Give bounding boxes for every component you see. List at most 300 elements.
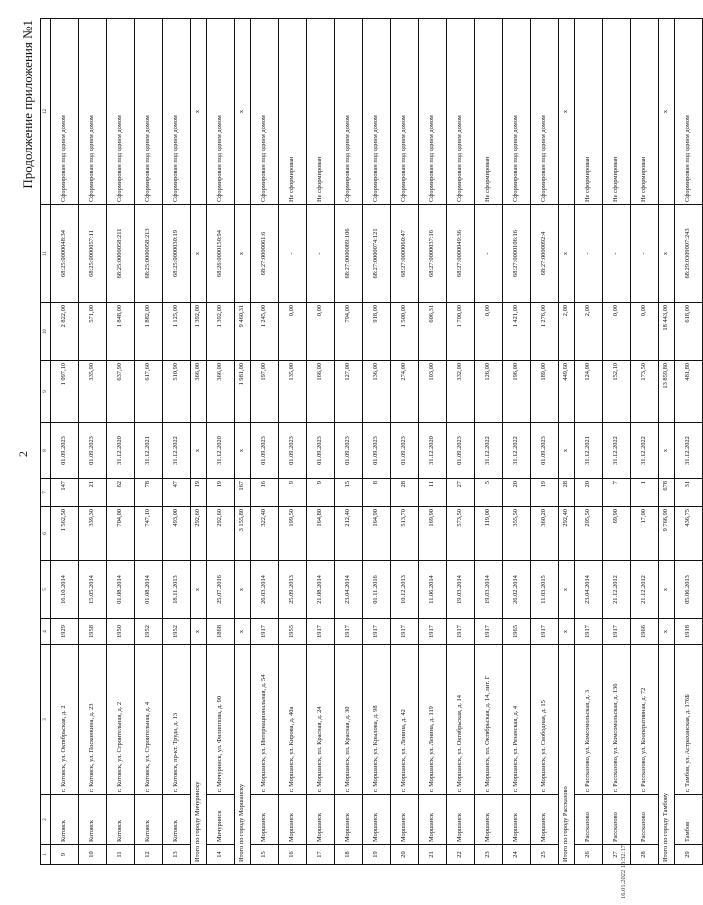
table-cell: Сформирован под одним домом — [363, 19, 391, 205]
subtotal-row — [191, 19, 207, 865]
table-cell: 68:27:0000049:36 — [447, 205, 475, 303]
table-row — [675, 19, 703, 865]
table-cell: г. Тамбов, ул. Астраханская, д. 176Б — [675, 645, 703, 795]
table-cell: Сформирован под одним домом — [503, 19, 531, 205]
table-cell: 274,00 — [391, 361, 419, 423]
table-cell: г. Моршанск, ул. Крылова, д. 98 — [363, 645, 391, 795]
table-cell: 173,50 — [631, 361, 659, 423]
table-cell: 22 — [447, 845, 475, 865]
table-cell: 513,70 — [391, 507, 419, 561]
table-cell: 1917 — [575, 619, 603, 645]
table-cell: 19 — [207, 479, 235, 507]
table-cell: г. Моршанск, ул. Свободная, д. 15 — [531, 645, 559, 795]
table-cell: 16.10.2014 — [51, 561, 79, 619]
table-cell: Не сформирован — [279, 19, 307, 205]
table-cell: Моршанск — [335, 795, 363, 845]
table-cell: 28 — [391, 479, 419, 507]
table-cell: Сформирован под одним домом — [251, 19, 279, 205]
table-row — [107, 19, 135, 865]
table-cell: 1917 — [475, 619, 503, 645]
table-row — [603, 19, 631, 865]
table-cell: 1917 — [363, 619, 391, 645]
table-cell: 68:27:0000074:121 — [363, 205, 391, 303]
table-cell: 1958 — [79, 619, 107, 645]
table-cell: 481,80 — [675, 361, 703, 423]
table-cell: Сформирован под одним домом — [531, 19, 559, 205]
table-cell: 18.11.2013 — [163, 561, 191, 619]
column-index-cell: 5 — [41, 561, 51, 619]
table-cell: 573,50 — [447, 507, 475, 561]
subtotal-cell: Итого по городу Мичуринску — [191, 645, 207, 865]
table-cell: 15 — [251, 845, 279, 865]
subtotal-row — [235, 19, 251, 865]
table-cell: Моршанск — [307, 795, 335, 845]
table-row — [631, 19, 659, 865]
column-index-cell: 3 — [41, 645, 51, 795]
table-cell: 1 392,00 — [207, 303, 235, 361]
table-cell: 1 562,50 — [51, 507, 79, 561]
table-cell: 1918 — [675, 619, 703, 645]
column-index-cell: 12 — [41, 19, 51, 205]
table-cell: 01.09.2023 — [251, 423, 279, 479]
table-cell: Моршанск — [475, 795, 503, 845]
table-cell: г. Моршанск, ул. Рязанская, д. 4 — [503, 645, 531, 795]
subtotal-cell: 167 — [235, 479, 251, 507]
table-cell: 0,00 — [307, 303, 335, 361]
table-cell: 510,90 — [163, 361, 191, 423]
table-row — [163, 19, 191, 865]
table-cell: 68:27:0000037:16 — [419, 205, 447, 303]
table-cell: 360,20 — [531, 507, 559, 561]
table-cell: - — [279, 205, 307, 303]
table-cell: 01.09.2023 — [531, 423, 559, 479]
table-cell: 20 — [391, 845, 419, 865]
subtotal-cell: x — [559, 19, 575, 205]
subtotal-cell: x — [559, 423, 575, 479]
table-cell: 24 — [503, 845, 531, 865]
table-cell: Рассказово — [603, 795, 631, 845]
table-cell: Котовск — [51, 795, 79, 845]
table-cell: 31 — [675, 479, 703, 507]
table-cell: 103,00 — [419, 361, 447, 423]
table-cell: Моршанск — [279, 795, 307, 845]
table-cell: 31.12.2020 — [107, 423, 135, 479]
table-cell: 15 — [335, 479, 363, 507]
table-cell: 31.12.2020 — [419, 423, 447, 479]
table-cell: 01.09.2023 — [307, 423, 335, 479]
table-cell: 01.08.2014 — [107, 561, 135, 619]
table-cell: 23.04.2014 — [335, 561, 363, 619]
table-cell: г. Моршанск, пл. Красная, д. 30 — [335, 645, 363, 795]
table-cell: Моршанск — [391, 795, 419, 845]
subtotal-cell: x — [559, 205, 575, 303]
column-index-cell: 8 — [41, 423, 51, 479]
table-cell: 26.02.2014 — [503, 561, 531, 619]
column-index-cell: 10 — [41, 303, 51, 361]
table-cell: 19.03.2014 — [447, 561, 475, 619]
table-cell: 25.09.2013 — [279, 561, 307, 619]
table-cell: 19 — [363, 845, 391, 865]
table-cell: 0,00 — [631, 303, 659, 361]
table-cell: - — [603, 205, 631, 303]
table-cell: Не сформирован — [631, 19, 659, 205]
table-cell: - — [631, 205, 659, 303]
table-cell: 31.12.2022 — [603, 423, 631, 479]
column-index-cell: 1 — [41, 845, 51, 865]
subtotal-cell: x — [659, 561, 675, 619]
subtotal-cell: x — [191, 423, 207, 479]
table-cell: 164,90 — [363, 507, 391, 561]
column-index-cell: 9 — [41, 361, 51, 423]
table-cell: 335,90 — [79, 361, 107, 423]
table-cell: 21 — [419, 845, 447, 865]
table-cell: 1 — [631, 479, 659, 507]
table-cell: 11 — [107, 845, 135, 865]
table-cell: Сформирован под одним домом — [391, 19, 419, 205]
table-cell: 747,10 — [135, 507, 163, 561]
table-cell: 7 — [603, 479, 631, 507]
table-cell: 918,00 — [363, 303, 391, 361]
table-cell: 23 — [475, 845, 503, 865]
table-cell: 31.12.2022 — [503, 423, 531, 479]
table-cell: г. Мичуринск, ул. Филиппова, д. 90 — [207, 645, 235, 795]
subtotal-cell: 2,00 — [559, 303, 575, 361]
table-cell: Моршанск — [447, 795, 475, 845]
table-cell: 21.12.2012 — [603, 561, 631, 619]
table-cell: 27 — [447, 479, 475, 507]
table-cell: 1929 — [51, 619, 79, 645]
table-cell: г. Моршанск, ул. Ленина, д. 119 — [419, 645, 447, 795]
table-cell: 27 — [603, 845, 631, 865]
subtotal-cell: 449,60 — [559, 361, 575, 423]
table-cell: Сформирован под одним домом — [163, 19, 191, 205]
table-cell: 164,80 — [307, 507, 335, 561]
table-cell: 0,00 — [475, 303, 503, 361]
subtotal-cell: x — [235, 423, 251, 479]
table-cell: 637,90 — [107, 361, 135, 423]
table-cell: Сформирован под одним домом — [447, 19, 475, 205]
table-cell: 119,00 — [475, 507, 503, 561]
subtotal-cell: 28 — [559, 479, 575, 507]
table-cell: 15.05.2014 — [79, 561, 107, 619]
table-cell: 01.09.2023 — [51, 423, 79, 479]
table-cell: - — [475, 205, 503, 303]
table-cell: 794,00 — [335, 303, 363, 361]
subtotal-cell: 13 859,80 — [659, 361, 675, 423]
table-cell: 01.09.2023 — [335, 423, 363, 479]
table-cell: Сформирован под одним домом — [419, 19, 447, 205]
table-cell: 18 — [335, 845, 363, 865]
table-row — [475, 19, 503, 865]
table-cell: 68:29:0309007:243 — [675, 205, 703, 303]
table-row — [575, 19, 603, 865]
table-cell: 1917 — [603, 619, 631, 645]
table-cell: 23.04.2014 — [575, 561, 603, 619]
table-cell: 01.09.2023 — [447, 423, 475, 479]
subtotal-cell: x — [235, 205, 251, 303]
table-cell: 197,00 — [251, 361, 279, 423]
table-cell: 11 — [419, 479, 447, 507]
table-cell: 135,00 — [279, 361, 307, 423]
table-cell: 493,00 — [163, 507, 191, 561]
table-cell: 1 421,00 — [503, 303, 531, 361]
table-cell: 31.12.2022 — [675, 423, 703, 479]
table-cell: Моршанск — [503, 795, 531, 845]
table-cell: Котовск — [107, 795, 135, 845]
table-cell: 2,00 — [575, 303, 603, 361]
table-cell: 1 848,00 — [107, 303, 135, 361]
table-cell: 152,10 — [603, 361, 631, 423]
table-cell: 366,00 — [207, 361, 235, 423]
table-cell: 1 700,00 — [447, 303, 475, 361]
table-cell: 20 — [575, 479, 603, 507]
table-cell: Сформирован под одним домом — [335, 19, 363, 205]
table-row — [419, 19, 447, 865]
subtotal-cell: x — [235, 19, 251, 205]
table-cell: 355,50 — [503, 507, 531, 561]
subtotal-cell: x — [191, 619, 207, 645]
table-cell: 0,00 — [279, 303, 307, 361]
table-cell: 69,90 — [603, 507, 631, 561]
table-cell: Не сформирован — [603, 19, 631, 205]
table-cell: г. Моршанск, ул. Кирова, д. 40а — [279, 645, 307, 795]
table-cell: 19.03.2014 — [475, 561, 503, 619]
register-table — [40, 18, 703, 865]
subtotal-cell: x — [559, 561, 575, 619]
table-cell: г. Моршанск, ул. Интернациональная, д. 54 — [251, 645, 279, 795]
column-index-cell: 11 — [41, 205, 51, 303]
table-cell: 01.09.2023 — [79, 423, 107, 479]
table-cell: 1 097,10 — [51, 361, 79, 423]
table-cell: 704,00 — [107, 507, 135, 561]
table-cell: 31.12.2020 — [207, 423, 235, 479]
table-cell: 8 — [363, 479, 391, 507]
subtotal-row — [559, 19, 575, 865]
table-cell: 78 — [135, 479, 163, 507]
table-row — [207, 19, 235, 865]
subtotal-cell: Итого по городу Рассказово — [559, 645, 575, 865]
table-cell: Сформирован под одним домом — [79, 19, 107, 205]
table-cell: 31.12.2021 — [135, 423, 163, 479]
table-cell: Сформирован под одним домом — [675, 19, 703, 205]
table-cell: 339,30 — [79, 507, 107, 561]
table-cell: 68:27:0000061:6 — [251, 205, 279, 303]
table-cell: 17 — [307, 845, 335, 865]
table-cell: 9 — [307, 479, 335, 507]
subtotal-cell: x — [559, 619, 575, 645]
table-cell: 1 882,00 — [135, 303, 163, 361]
subtotal-cell: 1 981,00 — [235, 361, 251, 423]
table-cell: 01.08.2014 — [135, 561, 163, 619]
table-cell: г. Рассказово, ул. Кооперативная, д. 72 — [631, 645, 659, 795]
table-cell: 1955 — [279, 619, 307, 645]
table-row — [79, 19, 107, 865]
table-cell: 25 — [531, 845, 559, 865]
timestamp: 16.01.2022 13:32:17 — [620, 845, 627, 899]
table-cell: 26.03.2014 — [251, 561, 279, 619]
table-cell: 169,90 — [419, 507, 447, 561]
table-cell: 62 — [107, 479, 135, 507]
table-cell: 68:27:0000089:106 — [335, 205, 363, 303]
table-cell: 68:25:0000030:19 — [163, 205, 191, 303]
table-cell: 19 — [531, 479, 559, 507]
table-cell: 1950 — [107, 619, 135, 645]
table-cell: г. Котовск, ул. Строительная, д. 4 — [135, 645, 163, 795]
subtotal-cell: 292,40 — [559, 507, 575, 561]
table-cell: 28 — [631, 845, 659, 865]
table-cell: г. Котовск, пр-кт. Труда, д. 13 — [163, 645, 191, 795]
table-cell: 13 — [163, 845, 191, 865]
table-cell: 199,50 — [279, 507, 307, 561]
table-cell: 166,00 — [307, 361, 335, 423]
subtotal-cell: 9 460,31 — [235, 303, 251, 361]
table-cell: 17,00 — [631, 507, 659, 561]
table-cell: 31.12.2022 — [163, 423, 191, 479]
table-cell: 1917 — [419, 619, 447, 645]
table-cell: 1 125,00 — [163, 303, 191, 361]
table-row — [135, 19, 163, 865]
subtotal-cell: Итого по городу Моршанску — [235, 645, 251, 865]
subtotal-cell: 1 392,00 — [191, 303, 207, 361]
table-cell: 68:26:0000150:94 — [207, 205, 235, 303]
table-cell: 205,50 — [575, 507, 603, 561]
subtotal-cell: 18 443,00 — [659, 303, 675, 361]
table-cell: Тамбов — [675, 795, 703, 845]
table-cell: 68:27:0000060:47 — [391, 205, 419, 303]
table-cell: г. Рассказово, ул. Комсомольская, д. 3 — [575, 645, 603, 795]
table-cell: г. Рассказово, ул. Комсомольская, д. 136 — [603, 645, 631, 795]
table-cell: 9 — [279, 479, 307, 507]
table-row — [51, 19, 79, 865]
table-cell: - — [575, 205, 603, 303]
table-cell: Мичуринск — [207, 795, 235, 845]
subtotal-cell: x — [191, 205, 207, 303]
table-cell: Сформирован под одним домом — [135, 19, 163, 205]
table-cell: г. Моршанск, пл. Красная, д. 24 — [307, 645, 335, 795]
table-row — [363, 19, 391, 865]
subtotal-cell: x — [235, 561, 251, 619]
table-cell: - — [307, 205, 335, 303]
table-cell: 617,60 — [135, 361, 163, 423]
subtotal-cell: x — [191, 561, 207, 619]
table-row — [279, 19, 307, 865]
table-cell: 16 — [251, 479, 279, 507]
table-cell: 25.07.2016 — [207, 561, 235, 619]
page-number: 2 — [16, 451, 30, 457]
subtotal-cell: 19 — [191, 479, 207, 507]
table-cell: 31.12.2022 — [475, 423, 503, 479]
table-cell: 606,31 — [419, 303, 447, 361]
table-cell: 1 276,00 — [531, 303, 559, 361]
table-cell: г. Моршанск, ул. Октябрьская, д. 14 — [447, 645, 475, 795]
subtotal-cell: x — [659, 205, 675, 303]
column-index-cell: 7 — [41, 479, 51, 507]
table-cell: Котовск — [163, 795, 191, 845]
table-cell: 1917 — [447, 619, 475, 645]
table-cell: 68:25:0000048:34 — [51, 205, 79, 303]
table-cell: 68:27:0000106:16 — [503, 205, 531, 303]
table-cell: Котовск — [135, 795, 163, 845]
subtotal-cell: 9 766,90 — [659, 507, 675, 561]
table-cell: 292,60 — [207, 507, 235, 561]
table-cell: г. Котовск, ул. Строительная, д. 2 — [107, 645, 135, 795]
subtotal-cell: x — [191, 19, 207, 205]
table-cell: г. Моршанск, ул. Ленина, д. 42 — [391, 645, 419, 795]
table-cell: Не сформирован — [475, 19, 503, 205]
table-cell: 212,40 — [335, 507, 363, 561]
table-cell: 68:27:0000092:4 — [531, 205, 559, 303]
table-cell: Моршанск — [363, 795, 391, 845]
table-cell: г. Котовск, ул. Октябрьская, д. 2 — [51, 645, 79, 795]
table-cell: Не сформирован — [307, 19, 335, 205]
table-row — [447, 19, 475, 865]
subtotal-row — [659, 19, 675, 865]
table-cell: г. Моршанск, пл. Октябрьская, д. 14, лит. Г — [475, 645, 503, 795]
column-index-cell: 4 — [41, 619, 51, 645]
table-row — [307, 19, 335, 865]
table-cell: 436,75 — [675, 507, 703, 561]
table-cell: 47 — [163, 479, 191, 507]
table-cell: 05.06.2013 — [675, 561, 703, 619]
column-index-cell: 6 — [41, 507, 51, 561]
table-cell: 12 — [135, 845, 163, 865]
subtotal-cell: x — [659, 619, 675, 645]
table-cell: Рассказово — [575, 795, 603, 845]
table-cell: 1952 — [163, 619, 191, 645]
table-cell: 1 245,00 — [251, 303, 279, 361]
table-cell: 1917 — [251, 619, 279, 645]
table-cell: 01.09.2023 — [363, 423, 391, 479]
table-cell: Рассказово — [631, 795, 659, 845]
table-cell: Моршанск — [531, 795, 559, 845]
table-cell: 16 — [279, 845, 307, 865]
table-cell: 21.12.2012 — [631, 561, 659, 619]
page-heading: Продолжение приложения №1 — [20, 20, 35, 189]
subtotal-cell: 292,60 — [191, 507, 207, 561]
table-cell: 1 500,00 — [391, 303, 419, 361]
table-cell: 1917 — [307, 619, 335, 645]
table-cell: 11.03.2015 — [531, 561, 559, 619]
table-cell: Не сформирован — [575, 19, 603, 205]
table-cell: 01.11.2016 — [363, 561, 391, 619]
table-cell: 332,00 — [447, 361, 475, 423]
table-row — [531, 19, 559, 865]
table-cell: Моршанск — [251, 795, 279, 845]
table-cell: 5 — [475, 479, 503, 507]
column-index-cell: 2 — [41, 795, 51, 845]
table-cell: 126,00 — [475, 361, 503, 423]
subtotal-cell: x — [659, 19, 675, 205]
table-cell: 01.09.2023 — [279, 423, 307, 479]
table-cell: 136,00 — [363, 361, 391, 423]
table-row — [251, 19, 279, 865]
table-cell: 21.08.2014 — [307, 561, 335, 619]
table-cell: 1952 — [135, 619, 163, 645]
table-cell: 127,00 — [335, 361, 363, 423]
table-cell: 189,00 — [531, 361, 559, 423]
table-cell: 20 — [503, 479, 531, 507]
table-cell: 68:25:0000057:11 — [79, 205, 107, 303]
table-cell: 14 — [207, 845, 235, 865]
table-cell: 322,40 — [251, 507, 279, 561]
subtotal-cell: x — [235, 619, 251, 645]
subtotal-cell: 366,00 — [191, 361, 207, 423]
table-cell: 10.12.2013 — [391, 561, 419, 619]
table-row — [391, 19, 419, 865]
table-cell: 1917 — [391, 619, 419, 645]
table-cell: Котовск — [79, 795, 107, 845]
table-row — [335, 19, 363, 865]
